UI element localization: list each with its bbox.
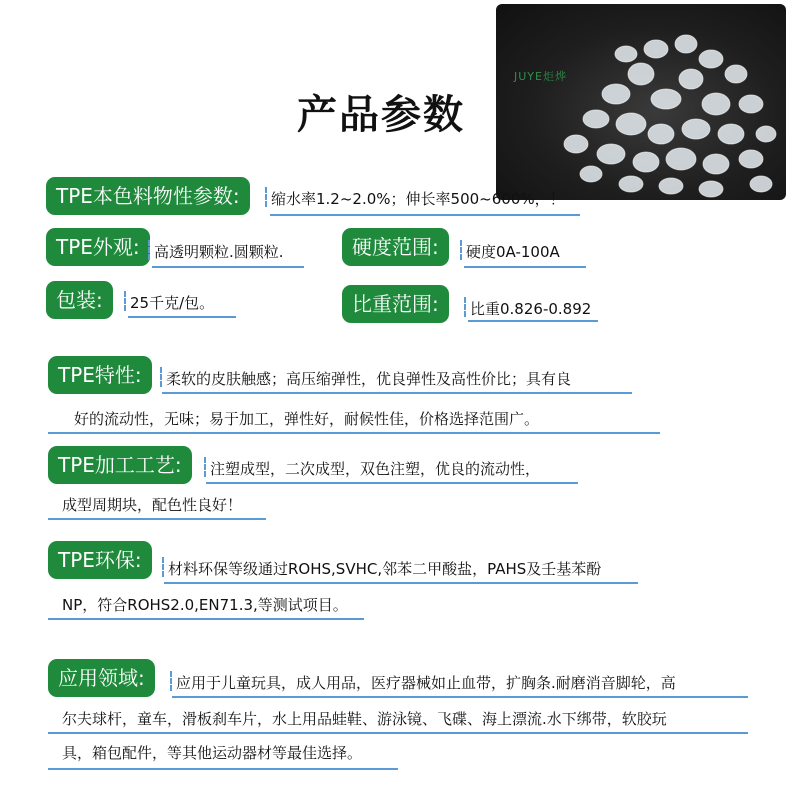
product-photo bbox=[496, 4, 786, 200]
value-packing: 25千克/包。 bbox=[130, 294, 215, 312]
label-appearance: TPE外观: bbox=[46, 228, 150, 266]
divider bbox=[170, 671, 174, 691]
label-density: 比重范围: bbox=[342, 285, 449, 323]
underline bbox=[48, 518, 266, 520]
divider bbox=[160, 367, 164, 387]
value-density: 比重0.826-0.892 bbox=[470, 300, 592, 318]
value-application-line3: 具，箱包配件，等其他运动器材等最佳选择。 bbox=[62, 744, 363, 762]
value-physical: 缩水率1.2~2.0%；伸长率500~600%，！ bbox=[271, 190, 565, 208]
underline bbox=[206, 482, 578, 484]
underline bbox=[48, 732, 748, 734]
label-application: 应用领域: bbox=[48, 659, 155, 697]
underline bbox=[468, 320, 598, 322]
label-eco: TPE环保: bbox=[48, 541, 152, 579]
value-process-line2: 成型周期块，配色性良好！ bbox=[62, 496, 243, 514]
value-hardness: 硬度0A-100A bbox=[466, 243, 560, 261]
value-application-line2: 尔夫球杆，童车，滑板刹车片，水上用品蛙鞋、游泳镜、飞碟、海上漂流.水下绑带，软胶玩 bbox=[62, 710, 667, 728]
value-features-line1: 柔软的皮肤触感；高压缩弹性，优良弹性及高性价比；具有良 bbox=[166, 370, 572, 388]
label-physical: TPE本色料物性参数: bbox=[46, 177, 250, 215]
divider bbox=[204, 457, 208, 477]
pellets-image bbox=[496, 4, 786, 200]
label-features: TPE特性: bbox=[48, 356, 152, 394]
underline bbox=[128, 316, 236, 318]
divider bbox=[124, 291, 128, 311]
underline bbox=[270, 214, 580, 216]
value-eco-line1: 材料环保等级通过ROHS,SVHC,邻苯二甲酸盐，PAHS及壬基苯酚 bbox=[168, 560, 602, 578]
divider bbox=[460, 240, 464, 260]
divider bbox=[148, 240, 152, 260]
label-hardness: 硬度范围: bbox=[342, 228, 449, 266]
underline bbox=[48, 432, 660, 434]
underline bbox=[164, 582, 638, 584]
divider bbox=[162, 557, 166, 577]
underline bbox=[48, 768, 398, 770]
value-process-line1: 注塑成型，二次成型，双色注塑，优良的流动性， bbox=[210, 460, 541, 478]
value-application-line1: 应用于儿童玩具，成人用品，医疗器械如止血带，扩胸条.耐磨消音脚轮，高 bbox=[176, 674, 676, 692]
underline bbox=[162, 392, 632, 394]
value-features-line2: 好的流动性，无味；易于加工，弹性好，耐候性佳，价格选择范围广。 bbox=[74, 410, 540, 428]
divider bbox=[265, 187, 269, 207]
underline bbox=[152, 266, 304, 268]
divider bbox=[464, 297, 468, 317]
label-packing: 包装: bbox=[46, 281, 113, 319]
underline bbox=[172, 696, 748, 698]
underline bbox=[464, 266, 586, 268]
underline bbox=[48, 618, 364, 620]
value-appearance: 高透明颗粒.圆颗粒. bbox=[154, 243, 284, 261]
value-eco-line2: NP，符合ROHS2.0,EN71.3,等测试项目。 bbox=[62, 596, 348, 614]
page-title: 产品参数 bbox=[297, 92, 465, 138]
brand-logo: JUYE炬烨 bbox=[514, 70, 567, 83]
label-process: TPE加工工艺: bbox=[48, 446, 192, 484]
